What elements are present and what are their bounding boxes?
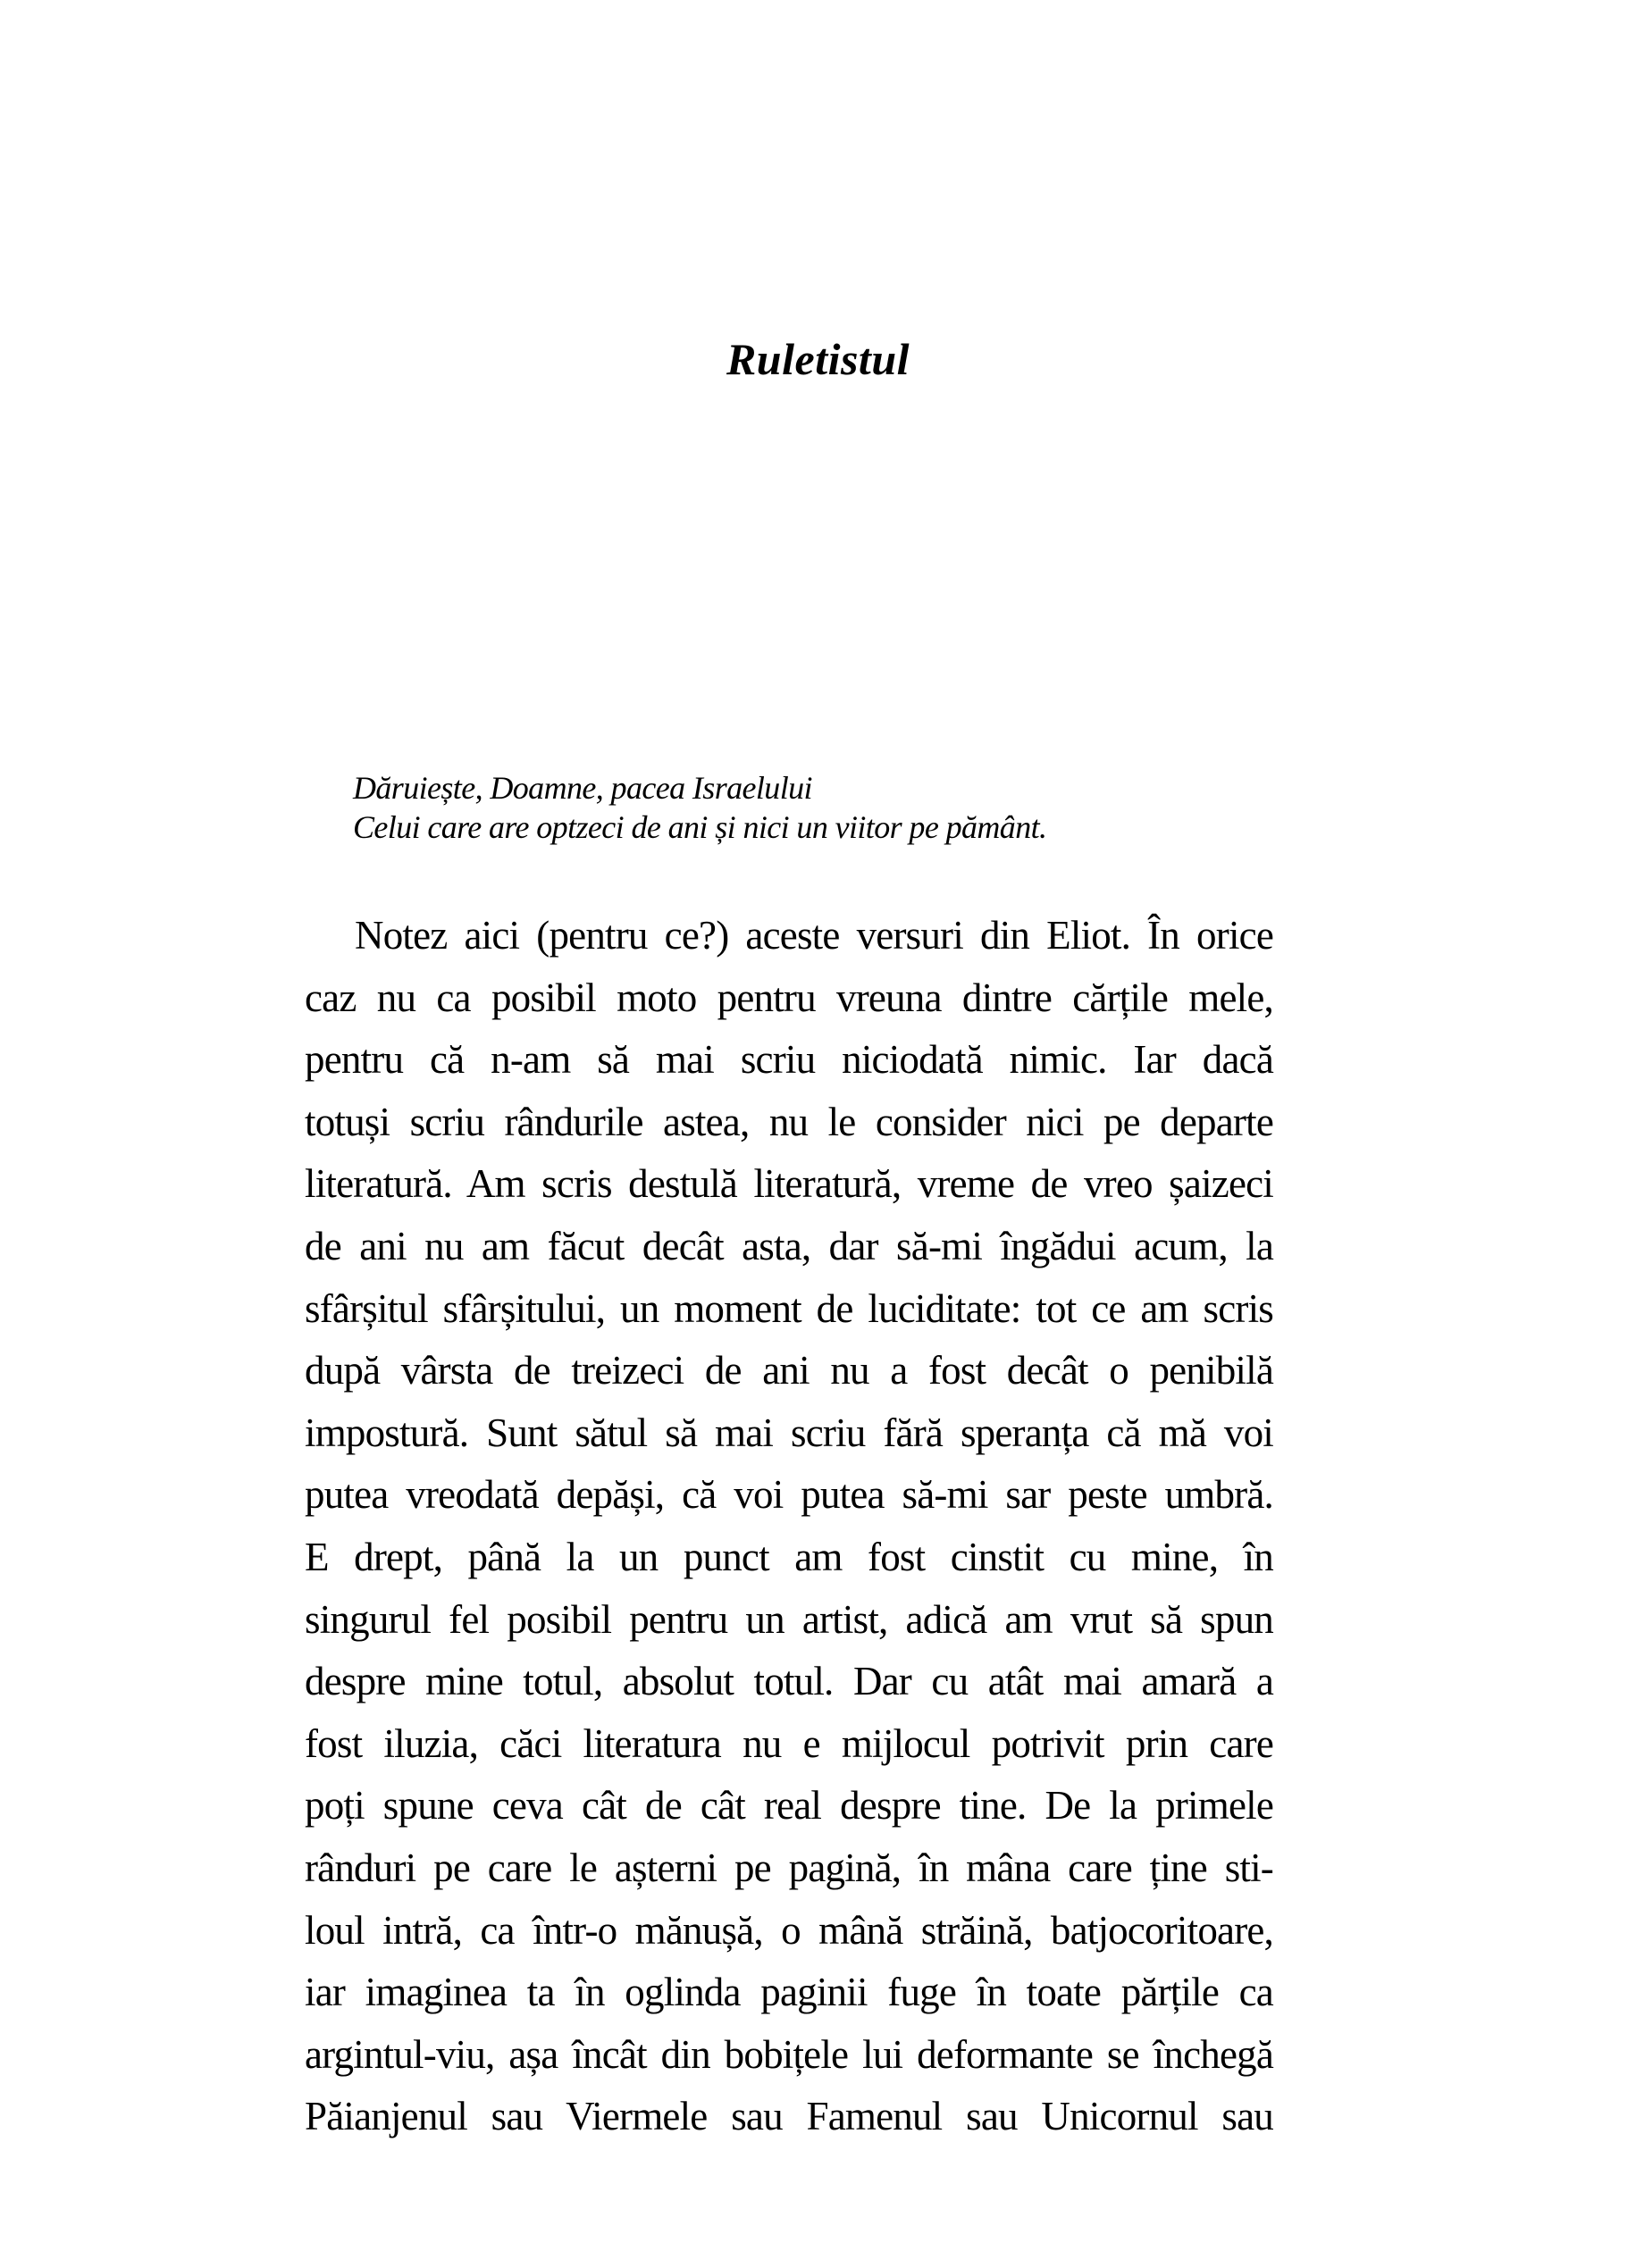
text-line: sfârșitul sfârșitului, un moment de luciditate: tot ce am scris	[305, 1285, 1273, 1331]
chapter-title: Ruletistul	[726, 333, 910, 384]
epigraph-line: Celui care are optzeci de ani și nici un viitor pe pământ.	[353, 809, 1047, 845]
text-line: Păianjenul sau Viermele sau Famenul sau Unicornul sau	[305, 2094, 1273, 2139]
text-line: poți spune ceva cât de cât real despre tine. De la primele	[305, 1783, 1273, 1829]
text-line: literatură. Am scris destulă literatură, vreme de vreo șaizeci	[305, 1161, 1273, 1207]
text-line: totuși scriu rândurile astea, nu le consider nici pe departe	[305, 1099, 1273, 1144]
text-line: pentru că n-am să mai scriu niciodată nimic. Iar dacă	[305, 1037, 1273, 1083]
text-line: loul intră, ca într-o mănușă, o mână străină, batjocoritoare,	[305, 1907, 1273, 1953]
text-line: iar imaginea ta în oglinda paginii fuge în toate părțile ca	[305, 1970, 1273, 2015]
text-line: Notez aici (pentru ce?) aceste versuri din Eliot. În orice	[355, 913, 1273, 958]
text-line: argintul-viu, așa încât din bobițele lui deformante se închegă	[305, 2031, 1273, 2077]
text-line: de ani nu am făcut decât asta, dar să-mi îngădui acum, la	[305, 1223, 1273, 1268]
epigraph	[353, 768, 1282, 847]
epigraph-line: Dăruiește, Doamne, pacea Israelului	[353, 770, 812, 806]
text-line: despre mine totul, absolut totul. Dar cu atât mai amară a	[305, 1659, 1273, 1704]
text-line: impostură. Sunt sătul să mai scriu fără speranța că mă voi	[305, 1410, 1273, 1455]
body-paragraph	[305, 905, 1273, 2148]
text-line: putea vreodată depăși, că voi putea să-mi sar peste umbră.	[305, 1472, 1273, 1518]
text-line: după vârsta de treizeci de ani nu a fost decât o penibilă	[305, 1348, 1273, 1393]
text-line: E drept, până la un punct am fost cinstit cu mine, în	[305, 1534, 1273, 1579]
text-line: singurul fel posibil pentru un artist, adică am vrut să spun	[305, 1596, 1273, 1642]
text-line: rânduri pe care le așterni pe pagină, în mâna care ține sti-	[305, 1845, 1273, 1890]
text-line: caz nu ca posibil moto pentru vreuna dintre cărțile mele,	[305, 975, 1273, 1020]
text-line: fost iluzia, căci literatura nu e mijlocul potrivit prin care	[305, 1720, 1273, 1766]
